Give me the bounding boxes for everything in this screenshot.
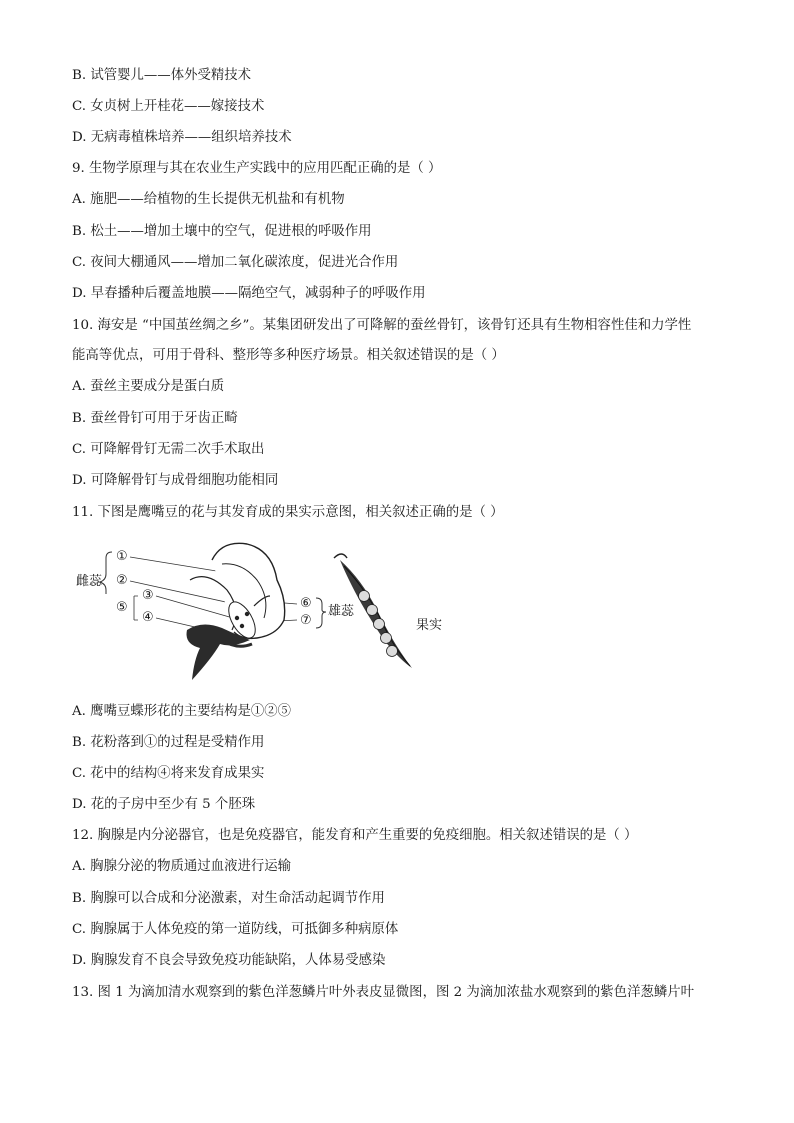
option-c-q8: C. 女贞树上开桂花——嫁接技术 (72, 99, 265, 114)
option-c-q10: C. 可降解骨钉无需二次手术取出 (72, 442, 265, 457)
option-d-q11: D. 花的子房中至少有 5 个胚珠 (72, 797, 256, 812)
fruit-label: 果实 (416, 618, 443, 633)
option-d-q9: D. 早春播种后覆盖地膜——隔绝空气，减弱种子的呼吸作用 (72, 286, 426, 301)
option-a-q11: A. 鹰嘴豆蝶形花的主要结构是①②⑤ (72, 704, 292, 719)
stamen-label: 雄蕊 (328, 604, 355, 619)
question-12: 12. 胸腺是内分泌器官，也是免疫器官，能发育和产生重要的免疫细胞。相关叙述错误的是（ ） (72, 828, 638, 843)
question-13: 13. 图 1 为滴加清水观察到的紫色洋葱鳞片叶外表皮显微图，图 2 为滴加浓盐水观察到的紫色洋葱鳞片叶 (72, 985, 695, 1000)
marker-4: ④ (142, 610, 154, 625)
option-b-q8: B. 试管婴儿——体外受精技术 (72, 68, 252, 83)
option-c-q11: C. 花中的结构④将来发育成果实 (72, 766, 265, 781)
marker-1: ① (116, 549, 128, 564)
marker-5: ⑤ (116, 600, 128, 615)
option-d-q8: D. 无病毒植株培养——组织培养技术 (72, 130, 292, 145)
marker-2: ② (116, 573, 128, 588)
option-c-q9: C. 夜间大棚通风——增加二氧化碳浓度，促进光合作用 (72, 255, 399, 270)
option-b-q11: B. 花粉落到①的过程是受精作用 (72, 735, 265, 750)
marker-6: ⑥ (300, 596, 312, 611)
option-d-q12: D. 胸腺发育不良会导致免疫功能缺陷，人体易受感染 (72, 953, 386, 968)
pistil-label: 雌蕊 (76, 574, 103, 589)
option-b-q9: B. 松土——增加土壤中的空气，促进根的呼吸作用 (72, 224, 372, 239)
question-10-line2: 能高等优点，可用于骨科、整形等多种医疗场景。相关叙述错误的是（ ） (72, 348, 505, 363)
marker-3: ③ (142, 588, 154, 603)
question-11: 11. 下图是鹰嘴豆的花与其发育成的果实示意图，相关叙述正确的是（ ） (72, 505, 504, 520)
option-c-q12: C. 胸腺属于人体免疫的第一道防线，可抵御多种病原体 (72, 922, 399, 937)
option-d-q10: D. 可降解骨钉与成骨细胞功能相同 (72, 473, 279, 488)
question-10-line1: 10. 海安是 “中国茧丝绸之乡”。某集团研发出了可降解的蚕丝骨钉，该骨钉还具有生物相容性佳和力学性 (72, 318, 692, 333)
option-b-q10: B. 蚕丝骨钉可用于牙齿正畸 (72, 411, 238, 426)
option-b-q12: B. 胸腺可以合成和分泌激素，对生命活动起调节作用 (72, 891, 385, 906)
flower-fruit-drawing (72, 540, 452, 690)
question-9: 9. 生物学原理与其在农业生产实践中的应用匹配正确的是（ ） (72, 161, 442, 176)
option-a-q9: A. 施肥——给植物的生长提供无机盐和有机物 (72, 192, 345, 207)
flower-fruit-figure (72, 540, 452, 690)
marker-7: ⑦ (300, 613, 312, 628)
option-a-q12: A. 胸腺分泌的物质通过血液进行运输 (72, 859, 292, 874)
option-a-q10: A. 蚕丝主要成分是蛋白质 (72, 379, 225, 394)
